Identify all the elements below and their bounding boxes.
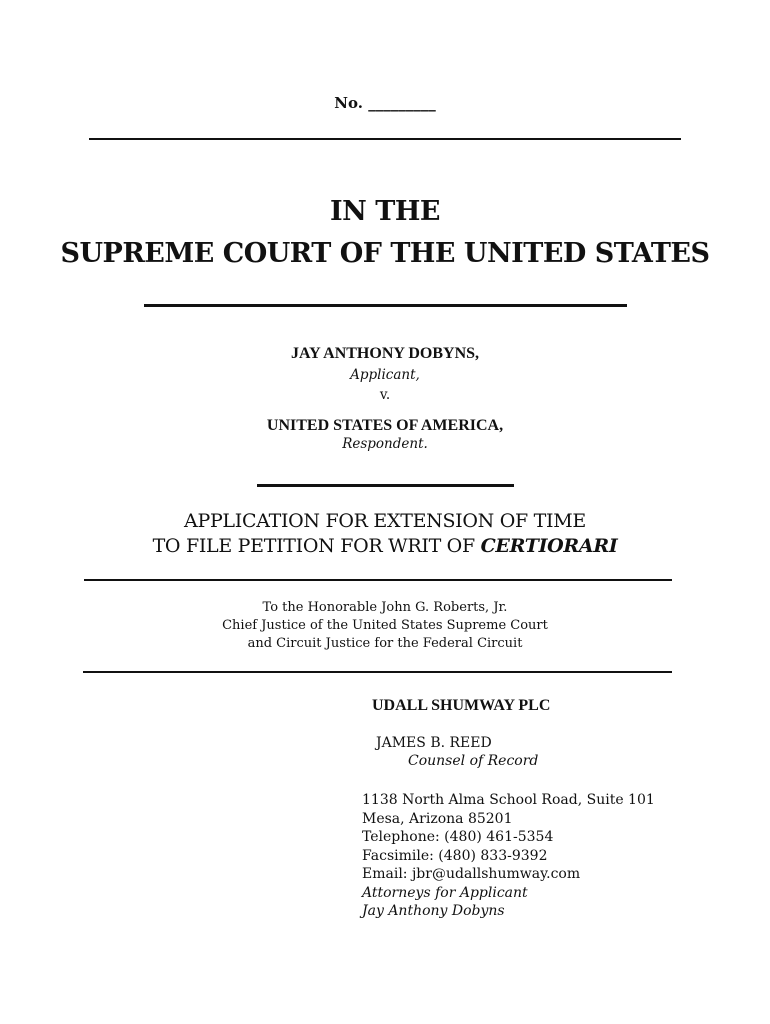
attorneys-for: Attorneys for Applicant <box>362 884 528 901</box>
divider-parties <box>257 484 514 487</box>
client-name: Jay Anthony Dobyns <box>362 903 505 919</box>
divider-top <box>89 138 681 140</box>
court-heading-line2: SUPREME COURT OF THE UNITED STATES <box>60 238 710 269</box>
application-title-prefix: TO FILE PETITION FOR WRIT OF <box>152 535 481 557</box>
addressee-line1: To the Honorable John G. Roberts, Jr. <box>262 600 508 615</box>
addressee-line3: and Circuit Justice for the Federal Circuit <box>247 636 523 651</box>
divider-application <box>84 579 672 581</box>
docket-number: No. _________ <box>334 94 436 112</box>
facsimile: Facsimile: (480) 833-9392 <box>362 847 548 864</box>
applicant-name: JAY ANTHONY DOBYNS, <box>290 345 480 362</box>
law-firm-name: UDALL SHUMWAY PLC <box>372 697 551 714</box>
divider-court <box>144 304 627 307</box>
email: Email: jbr@udallshumway.com <box>362 866 581 882</box>
application-title-line1: APPLICATION FOR EXTENSION OF TIME <box>184 510 586 532</box>
address-line1: 1138 North Alma School Road, Suite 101 <box>362 792 655 808</box>
counsel-name: JAMES B. REED <box>376 735 492 751</box>
address-line2: Mesa, Arizona 85201 <box>362 810 513 827</box>
counsel-role: Counsel of Record <box>408 753 539 769</box>
telephone: Telephone: (480) 461-5354 <box>362 829 554 845</box>
versus: v. <box>379 387 391 403</box>
respondent-name: UNITED STATES OF AMERICA, <box>266 417 504 434</box>
court-heading-line1: IN THE <box>330 196 440 227</box>
respondent-role: Respondent. <box>342 436 428 452</box>
application-title-line2 <box>0 535 770 557</box>
applicant-role: Applicant, <box>350 367 420 383</box>
counsel-contact-block <box>362 791 655 921</box>
application-title-certiorari: CERTIORARI <box>480 535 618 557</box>
divider-addressee <box>83 671 672 673</box>
addressee-line2: Chief Justice of the United States Supreme Court <box>222 618 548 633</box>
